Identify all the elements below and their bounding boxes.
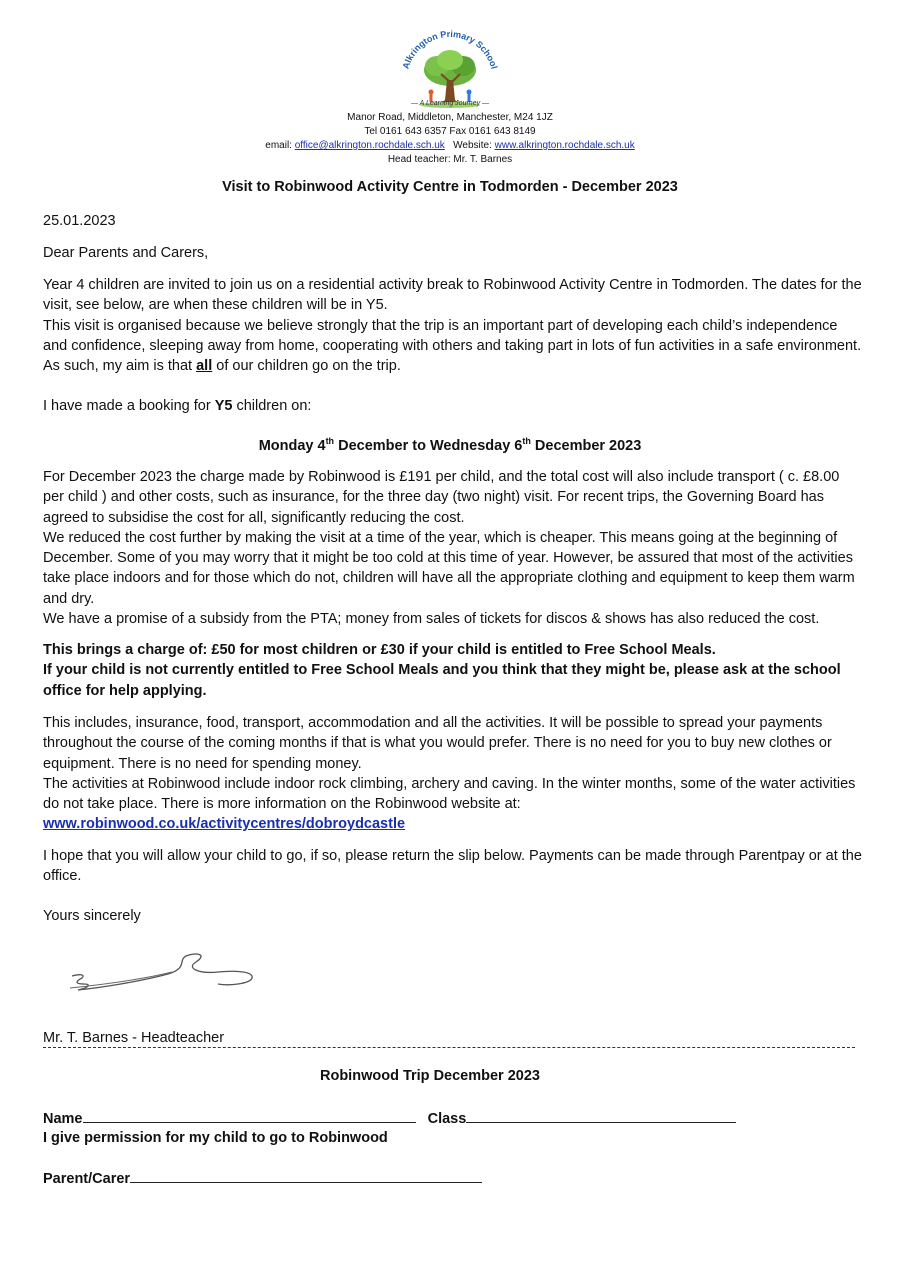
salutation: Dear Parents and Carers,	[43, 245, 209, 261]
school-tagline: — A Learning Journey —	[410, 100, 490, 107]
booking-tail: children on:	[232, 398, 312, 414]
cost-paragraph-3: We have a promise of a subsidy from the PTA; money from sales of tickets for discos & shows has also reduced the cost.	[43, 611, 820, 628]
school-tel-fax: Tel 0161 643 6357 Fax 0161 643 8149	[364, 126, 536, 137]
intro-p2-tail: of our children go on the trip.	[212, 358, 401, 375]
trip-dates	[0, 436, 900, 454]
charge-line-2: If your child is not currently entitled to Free School Meals and you think that they might be, please ask at the school office for help applying.	[43, 662, 841, 699]
name-label: Name	[43, 1111, 83, 1127]
charge-line-1: This brings a charge of: £50 for most children or £30 if your child is entitled to Free School Meals.	[43, 642, 716, 658]
booking-year: Y5	[214, 398, 233, 414]
school-address-block	[0, 111, 900, 167]
intro-paragraph-1: Year 4 children are invited to join us on a residential activity break to Robinwood Activity Centre in Todmorden. The dates for the visit, see below, are when these children will be in Y5.	[43, 277, 862, 314]
intro-p2-text: This visit is organised because we believe strongly that the trip is an important part of developing each child’s independence and confidence, sleeping away from home, cooperating with others and taking part in lots of fun activities in a safe environment. As such, my aim is that	[43, 317, 862, 375]
cost-paragraph-2: We reduced the cost further by making the visit at a time of the year, which is cheaper. This means going at the beginning of December. Some of you may worry that it might be too cold at this time of year. However, be assured that most of the activities take place indoors and for those which do not, children will have all the appropriate clothing and equipment to keep them warm and dry.	[43, 529, 855, 607]
includes-paragraph-2: The activities at Robinwood include indoor rock climbing, archery and caving. In the winter months, some of the water activities do not take place. There is more information on the Robinwood website at:	[43, 775, 856, 813]
robinwood-link[interactable]: www.robinwood.co.uk/activitycentres/dobroydcastle	[43, 816, 406, 833]
dates-end-sup: th	[522, 436, 531, 446]
logo-school-name: Alkrington Primary School	[400, 28, 500, 71]
includes-section	[43, 713, 863, 835]
permission-statement: I give permission for my child to go to Robinwood	[43, 1130, 388, 1146]
website-label: Website:	[453, 140, 492, 151]
dates-start: Monday 4	[258, 437, 326, 454]
intro-paragraph-2	[43, 316, 863, 377]
sign-off: Yours sincerely	[43, 908, 141, 924]
head-teacher: Head teacher: Mr. T. Barnes	[387, 154, 513, 165]
email-link[interactable]: office@alkrington.rochdale.sch.uk	[294, 140, 445, 151]
website-link[interactable]: www.alkrington.rochdale.sch.uk	[494, 140, 635, 151]
parent-carer-row	[43, 1168, 863, 1189]
email-label: email:	[265, 140, 292, 151]
slip-name-class-row	[43, 1108, 863, 1129]
dates-start-sup: th	[325, 436, 335, 446]
dates-middle: December to Wednesday 6	[334, 437, 523, 454]
letter-date: 25.01.2023	[43, 213, 116, 229]
cost-section	[43, 467, 863, 629]
parent-carer-label: Parent/Carer	[43, 1171, 131, 1187]
class-label: Class	[427, 1111, 467, 1127]
tear-off-divider	[43, 1047, 855, 1048]
school-contact-line	[0, 139, 900, 153]
school-address: Manor Road, Middleton, Manchester, M24 1JZ	[347, 112, 553, 123]
slip-title: Robinwood Trip December 2023	[320, 1068, 540, 1084]
closing-hope: I hope that you will allow your child to go, if so, please return the slip below. Payments can be made through Parentpay or at the office.	[43, 848, 862, 885]
dates-end: December 2023	[530, 437, 642, 454]
signatory-name: Mr. T. Barnes - Headteacher	[43, 1030, 225, 1046]
booking-text: I have made a booking for	[43, 398, 215, 414]
intro-emphasis-all: all	[196, 358, 213, 375]
letter-title: Visit to Robinwood Activity Centre in Todmorden - December 2023	[222, 179, 678, 195]
signature-image	[68, 948, 263, 998]
includes-paragraph-1: This includes, insurance, food, transport, accommodation and all the activities. It will be possible to spread your payments throughout the course of the coming months if that is what you would prefer. There is no need for you to buy new clothes or equipment. There is no need for spending money.	[43, 715, 832, 772]
cost-paragraph-1: For December 2023 the charge made by Robinwood is £191 per child, and the total cost will also include transport ( c. £8.00 per child ) and other costs, such as insurance, for the three day (two night) visit. For recent trips, the Governing Board has agreed to subsidise the cost for all, significantly reducing the cost.	[43, 469, 840, 526]
parent-carer-field[interactable]	[130, 1168, 482, 1183]
booking-line	[43, 396, 863, 416]
charge-section	[43, 640, 863, 701]
name-field[interactable]	[83, 1108, 416, 1123]
intro-section	[43, 275, 863, 376]
class-field[interactable]	[466, 1108, 736, 1123]
